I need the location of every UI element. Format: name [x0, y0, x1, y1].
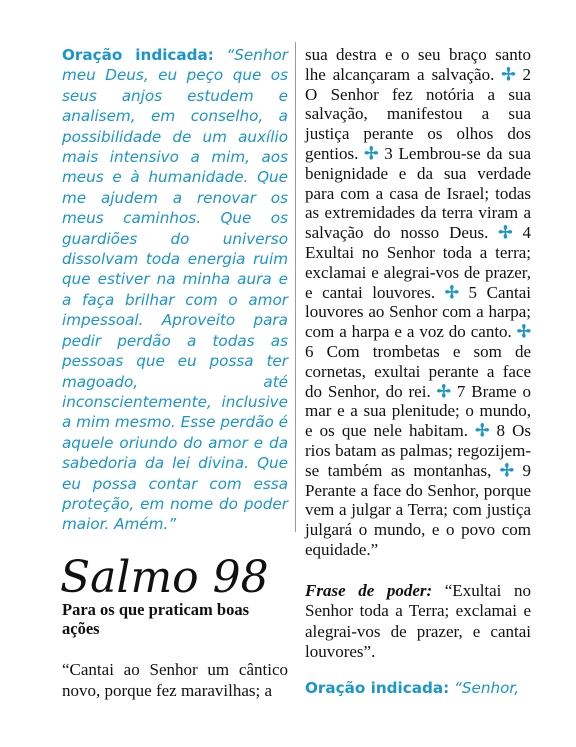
verse-separator-icon: ✢: [364, 143, 379, 163]
column-divider: [295, 42, 296, 532]
verse-9: 9 Perante a face do Senhor, porque vem a julgar a Terra; com justiça julgará o mundo, e o povo com equidade.”: [305, 460, 531, 559]
verse-8: 8 Os rios batam as palmas; regozijem-se também as montanhas,: [305, 421, 532, 480]
verse-6: 6 Com trombetas e som de cornetas, exultai perante a face do Senhor, do rei.: [305, 341, 531, 401]
psalm-title: Salmo 98: [60, 552, 269, 603]
verse-4: 4 Exultai no Senhor toda a terra; exclamai e alegrai-vos de prazer, e cantai louvores.: [305, 223, 532, 302]
psalm-subtitle: Para os que praticam boas ações: [62, 600, 249, 638]
prayer-text: “Senhor meu Deus, eu peço que os seus anjos estudem e analisem, em conselho, a possibilidade de um auxílio mais intensivo a mim, aos meus e à humanidade. Que me ajudem a renovar os meus caminhos. Que os guardiões do universo dissolvam toda energia ruim que estiver na minha aura e a faça brilhar com o amor impessoal. Aproveito para pedir perdão a todas as pessoas que eu possa ter magoado, até inconscientemente, inclusive a mim mesmo. Esse perdão é aquele oriundo do amor e da sabedoria da lei divina. Que eu possa contar com essa proteção, em nome do poder maior. Amém.”: [62, 46, 288, 534]
power-text: “Exultai no Senhor toda a Terra; exclamai e alegrai-vos de prazer, e cantai louvores”.: [305, 581, 531, 661]
verse-separator-icon: ✢: [436, 381, 451, 401]
indicated-prayer: [62, 45, 288, 535]
indicated-prayer-continued: [305, 678, 531, 698]
verse-separator-icon: ✢: [501, 64, 516, 84]
verse-separator-icon: ✢: [444, 282, 459, 302]
psalm-intro: “Cantai ao Senhor um cântico novo, porque fez maravilhas; a: [62, 660, 288, 700]
verse-7: 7 Brame o mar e a sua plenitude; o mundo, e os que nele habitam.: [305, 381, 531, 441]
prayer-label-right: Oração indicada:: [305, 679, 450, 697]
power-label: Frase de poder:: [305, 581, 433, 600]
verse-3: 3 Lembrou-se da sua benignidade e da sua verdade para com a casa de Israel; todas as extremidades da terra viram a salvação do nosso Deus.: [305, 143, 532, 243]
prayer-text-right: “Senhor,: [454, 679, 520, 697]
power-phrase: [305, 581, 531, 662]
verse-1-continuation: sua destra e o seu braço santo lhe alcançaram a salvação.: [305, 45, 531, 84]
verse-separator-icon: ✢: [475, 421, 490, 441]
verse-separator-icon: ✢: [499, 460, 515, 480]
psalm-verses: [305, 45, 531, 560]
prayer-label: Oração indicada:: [62, 46, 214, 64]
verse-separator-icon: ✢: [516, 322, 531, 342]
verse-separator-icon: ✢: [498, 223, 513, 243]
verse-5: 5 Cantai louvores ao Senhor com a harpa; com a harpa e a voz do canto.: [305, 282, 531, 342]
verse-2: 2 O Senhor fez notória a sua salvação, manifestou a sua justiça perante os olhos dos gentios.: [305, 64, 532, 163]
